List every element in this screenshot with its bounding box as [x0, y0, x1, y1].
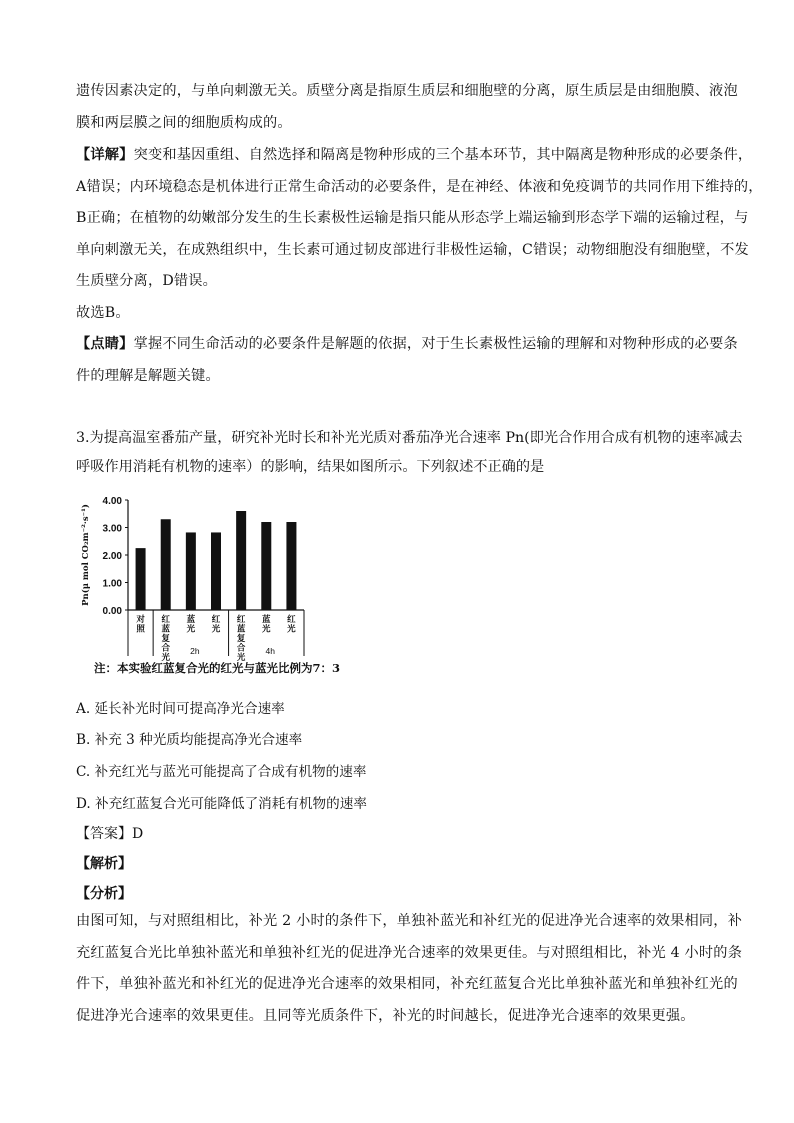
answer-line: 【答案】D	[76, 826, 144, 842]
text-line: 掌握不同生命活动的必要条件是解题的依据，对于生长素极性运输的理解和对物种形成的必要条	[133, 336, 738, 352]
text-line: 生质壁分离，D错误。	[76, 273, 218, 289]
chart-svg	[76, 488, 376, 688]
category-label: 对	[136, 615, 145, 625]
option-b: B. 补充 3 种光质均能提高净光合速率	[76, 732, 303, 748]
category-label: 红	[161, 615, 170, 625]
option-a: A. 延长补光时间可提高净光合速率	[76, 701, 285, 717]
text-line: 呼吸作用消耗有机物的速率）的影响，结果如图所示。下列叙述不正确的是	[76, 459, 545, 475]
bar-chart	[76, 488, 376, 688]
category-label: 复	[161, 634, 170, 644]
category-label: 光	[236, 653, 246, 663]
text-line: 3.为提高温室番茄产量，研究补光时长和补光光质对番茄净光合速率 Pn(即光合作用合成有机物的速率减去	[76, 430, 743, 446]
category-label: 光	[161, 653, 170, 663]
top-paragraph	[76, 76, 738, 139]
text-line: 件下，单独补蓝光和补红光的促进净光合速率的效果相同，补充红蓝复合光比单独补蓝光和单独补红光的	[76, 976, 738, 992]
category-label: 照	[136, 624, 145, 635]
category-label: 红	[211, 615, 221, 625]
category-label: 复	[236, 634, 246, 644]
bar	[236, 511, 246, 610]
analysis-sub-tag: 【分析】	[76, 886, 132, 902]
bar	[136, 548, 146, 610]
category-label: 蓝	[161, 624, 170, 635]
y-axis-label: Pn(μ mol CO₂m⁻²·s⁻¹)	[81, 504, 91, 606]
category-label: 光	[211, 624, 221, 635]
category-label: 光	[186, 624, 196, 635]
analysis-paragraph	[76, 906, 743, 1032]
group-label: 2h	[190, 646, 200, 656]
bar	[286, 522, 296, 610]
category-label: 红	[236, 615, 246, 625]
category-label: 光	[287, 624, 296, 635]
bar	[161, 519, 171, 610]
bar	[211, 532, 221, 610]
analysis-tag: 【解析】	[76, 856, 132, 872]
text-line: 促进净光合速率的效果更佳。且同等光质条件下，补光的时间越长，促进净光合速率的效果更强。	[76, 1007, 695, 1024]
text-line: 遗传因素决定的，与单向刺激无关。质壁分离是指原生质层和细胞壁的分离，原生质层是由细胞膜、液泡	[76, 83, 738, 99]
question-stem	[76, 424, 743, 482]
category-label: 合	[161, 643, 170, 654]
y-tick-label: 1.00	[102, 578, 122, 590]
comment-tag: 【点睛】	[76, 336, 134, 352]
group-label: 4h	[265, 646, 276, 656]
category-label: 光	[262, 624, 271, 635]
detail-section	[76, 140, 763, 392]
choose-line: 故选B。	[76, 304, 130, 321]
category-label: 蓝	[186, 615, 196, 625]
category-label: 红	[287, 615, 296, 625]
y-tick-label: 4.00	[102, 496, 122, 507]
option-c: C. 补充红光与蓝光可能提高了合成有机物的速率	[76, 764, 367, 780]
y-tick-label: 2.00	[102, 551, 122, 562]
chart-note: 注：本实验红蓝复合光的红光与蓝光比例为7：3	[94, 661, 341, 675]
text-line: 单向刺激无关，在成熟组织中，生长素可通过韧皮部进行非极性运输，C错误；动物细胞没有细胞壁，不发	[76, 241, 749, 258]
y-tick-label: 0.00	[102, 606, 122, 617]
category-label: 蓝	[236, 624, 246, 635]
bar	[261, 522, 271, 610]
text-line: 由图可知，与对照组相比，补光 2 小时的条件下，单独补蓝光和补红光的促进净光合速率的效果相同，补	[76, 913, 743, 929]
text-line: B正确；在植物的幼嫩部分发生的生长素极性运输是指只能从形态学上端运输到形态学下端的运输过程，与	[76, 210, 749, 226]
detail-tag: 【详解】	[76, 147, 134, 163]
y-tick-label: 3.00	[102, 523, 122, 535]
option-d: D. 补充红蓝复合光可能降低了消耗有机物的速率	[76, 796, 367, 812]
text-line: A错误；内环境稳态是机体进行正常生命活动的必要条件，是在神经、体液和免疫调节的共同作用下维持的，	[76, 178, 763, 195]
category-label: 合	[236, 643, 246, 654]
category-label: 蓝	[262, 615, 271, 625]
text-line: 膜和两层膜之间的细胞质构成的。	[76, 114, 292, 131]
text-line: 突变和基因重组、自然选择和隔离是物种形成的三个基本环节，其中隔离是物种形成的必要条件，	[133, 147, 753, 163]
bar	[186, 532, 196, 610]
text-line: 充红蓝复合光比单独补蓝光和单独补红光的促进净光合速率的效果更佳。与对照组相比，补光 4 小时的条	[76, 944, 743, 961]
text-line: 件的理解是解题关键。	[76, 367, 220, 384]
